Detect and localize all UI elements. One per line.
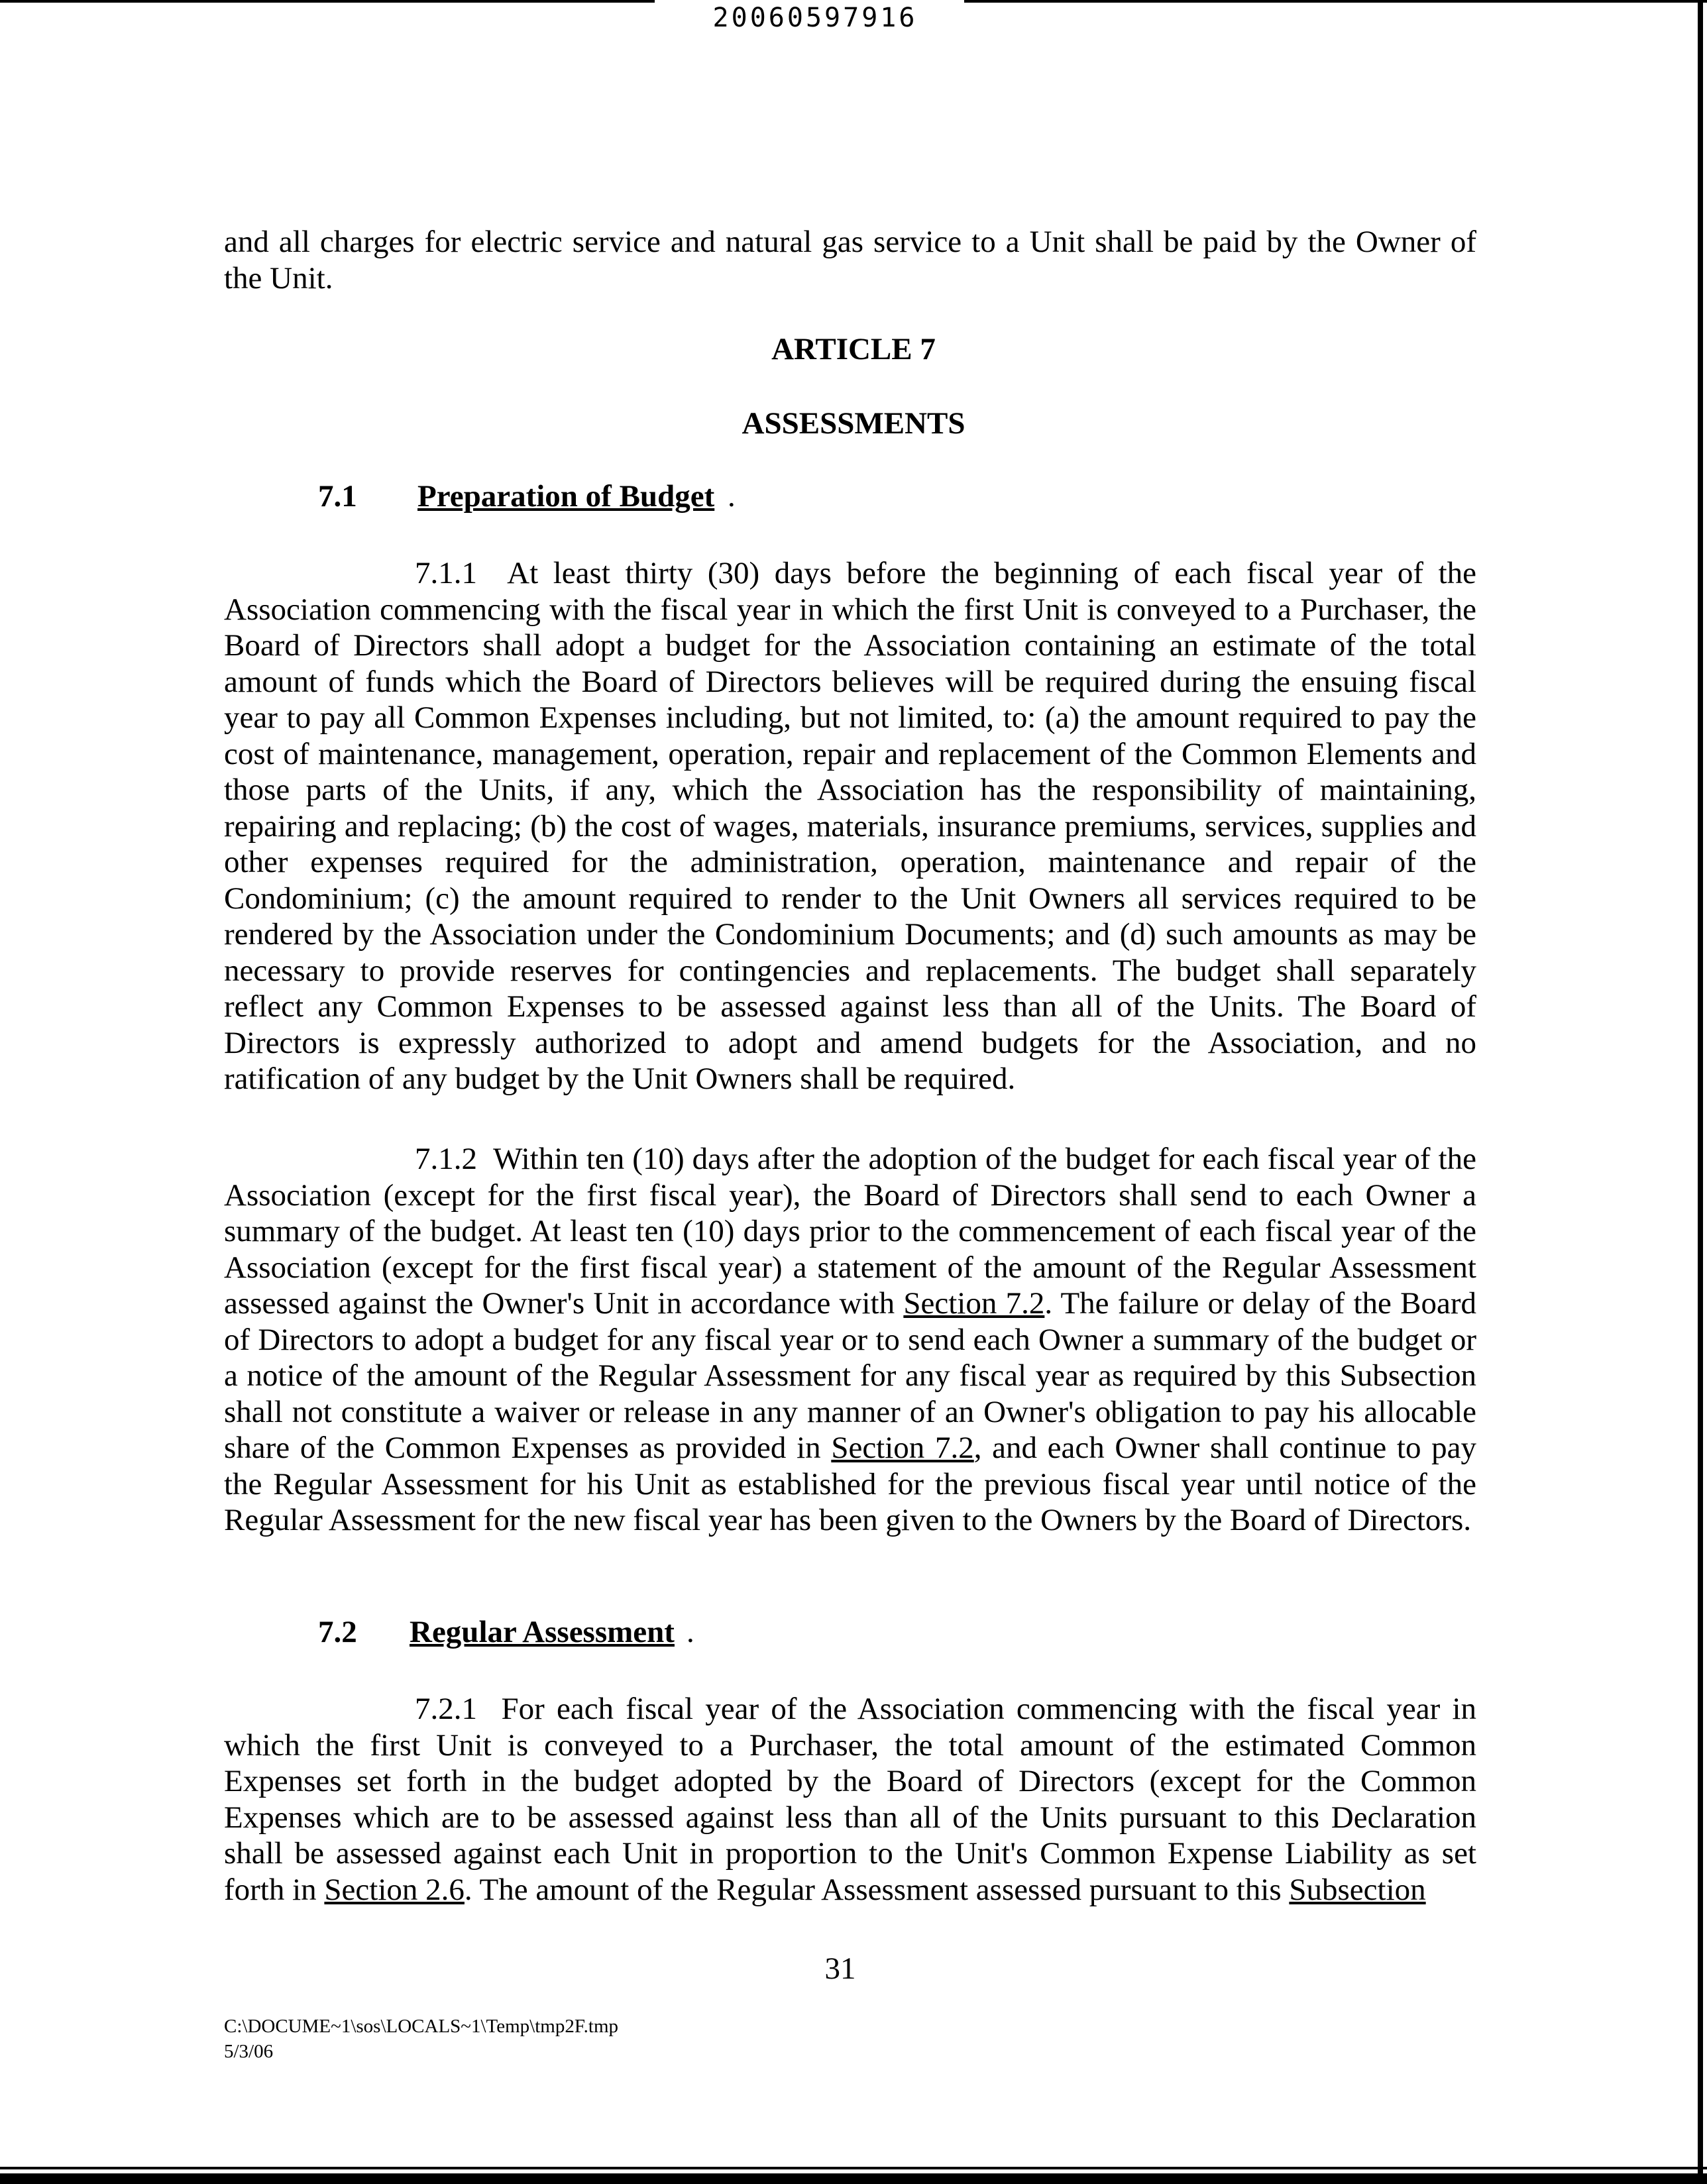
section-7-1-title-period: .	[728, 479, 736, 514]
paragraph-7-1-2-text-a: Within ten (10) days after the adoption of the budget for each fiscal year of the Association (except for the first fiscal year), the Board of Directors shall send to each Owner a summary of the budget. At least ten (10) days prior to the commencement of each fiscal year of the Association (except for the first fiscal year) a statement of the amount of the Regular Assessment assessed against the Owner's Unit in accordance with	[224, 1142, 1476, 1321]
paragraph-7-1-2-number: 7.1.2	[415, 1142, 477, 1176]
page-number: 31	[824, 1951, 856, 1986]
footer-date: 5/3/06	[224, 2041, 274, 2062]
document-number: 20060597916	[712, 3, 918, 33]
intro-paragraph: and all charges for electric service and natural gas service to a Unit shall be paid by the Owner of the Unit.	[224, 225, 1476, 296]
section-7-2-title-text: Regular Assessment	[410, 1615, 675, 1649]
paragraph-7-2-1-number: 7.2.1	[415, 1692, 477, 1726]
section-7-2-title-period: .	[687, 1615, 694, 1649]
section-7-2-reference-a: Section 7.2	[903, 1286, 1045, 1321]
paragraph-7-2-1	[224, 1691, 1476, 1908]
section-7-2-reference-b: Section 7.2	[831, 1431, 974, 1465]
section-7-2-number: 7.2	[318, 1615, 357, 1649]
paragraph-7-1-2	[224, 1141, 1476, 1539]
paragraph-7-1-1-text: At least thirty (30) days before the beginning of each fiscal year of the Association commencing with the fiscal year in which the first Unit is conveyed to a Purchaser, the Board of Directors shall adopt a budget for the Association containing an estimate of the total amount of funds which the Board of Directors believes will be required during the ensuing fiscal year to pay all Common Expenses including, but not limited, to: (a) the amount required to pay the cost of maintenance, management, operation, repair and replacement of the Common Elements and those parts of the Units, if any, which the Association has the responsibility of maintaining, repairing and replacing; (b) the cost of wages, materials, insurance premiums, services, supplies and other expenses required for the administration, operation, maintenance and repair of the Condominium; (c) the amount required to render to the Unit Owners all services required to be rendered by the Association under the Condominium Documents; and (d) such amounts as may be necessary to provide reserves for contingencies and replacements. The budget shall separately reflect any Common Expenses to be assessed against less than all of the Units. The Board of Directors is expressly authorized to adopt and amend budgets for the Association, and no ratification of any budget by the Unit Owners shall be required.	[224, 556, 1477, 1096]
section-7-1-title	[417, 478, 714, 514]
section-7-1-title-text: Preparation of Budget	[417, 479, 715, 514]
section-2-6-reference: Section 2.6	[324, 1872, 465, 1907]
scan-border-right	[1698, 0, 1703, 2184]
paragraph-7-1-2-text-c: , and each Owner shall continue to pay the Regular Assessment for his Unit as established for the previous fiscal year until notice of the Regular Assessment for the new fiscal year has been given to the Owners by the Board of Directors.	[224, 1431, 1476, 1537]
paragraph-7-1-1-number: 7.1.1	[415, 556, 477, 590]
paragraph-7-1-2-text-b: . The failure or delay of the Board of Directors to adopt a budget for any fiscal year or to send each Owner a summary of the budget or a notice of the amount of the Regular Assessment for any fiscal year as required by this Subsection shall not constitute a waiver or release in any manner of an Owner's obligation to pay his allocable share of the Common Expenses as provided in	[224, 1286, 1476, 1465]
paragraph-7-2-1-text-b: . The amount of the Regular Assessment assessed pursuant to this	[464, 1872, 1290, 1907]
paragraph-7-2-1-text-a: For each fiscal year of the Association commencing with the fiscal year in which the first Unit is conveyed to a Purchaser, the total amount of the estimated Common Expenses set forth in the budget adopted by the Board of Directors (except for the Common Expenses which are to be assessed against less than all of the Units pursuant to this Declaration shall be assessed against each Unit in proportion to the Unit's Common Expense Liability as set forth in	[224, 1692, 1476, 1907]
scan-border-bottom	[0, 2173, 1707, 2184]
footer-file-path: C:\DOCUME~1\sos\LOCALS~1\Temp\tmp2F.tmp	[224, 2016, 618, 2037]
subsection-reference: Subsection	[1289, 1872, 1426, 1907]
scan-border-bottom-thin	[0, 2167, 1707, 2169]
article-heading: ARTICLE 7	[771, 332, 936, 366]
section-7-1-number: 7.1	[318, 479, 357, 514]
paragraph-7-1-1	[224, 555, 1476, 1097]
section-7-2-title	[410, 1614, 675, 1650]
article-title: ASSESSMENTS	[742, 406, 965, 441]
